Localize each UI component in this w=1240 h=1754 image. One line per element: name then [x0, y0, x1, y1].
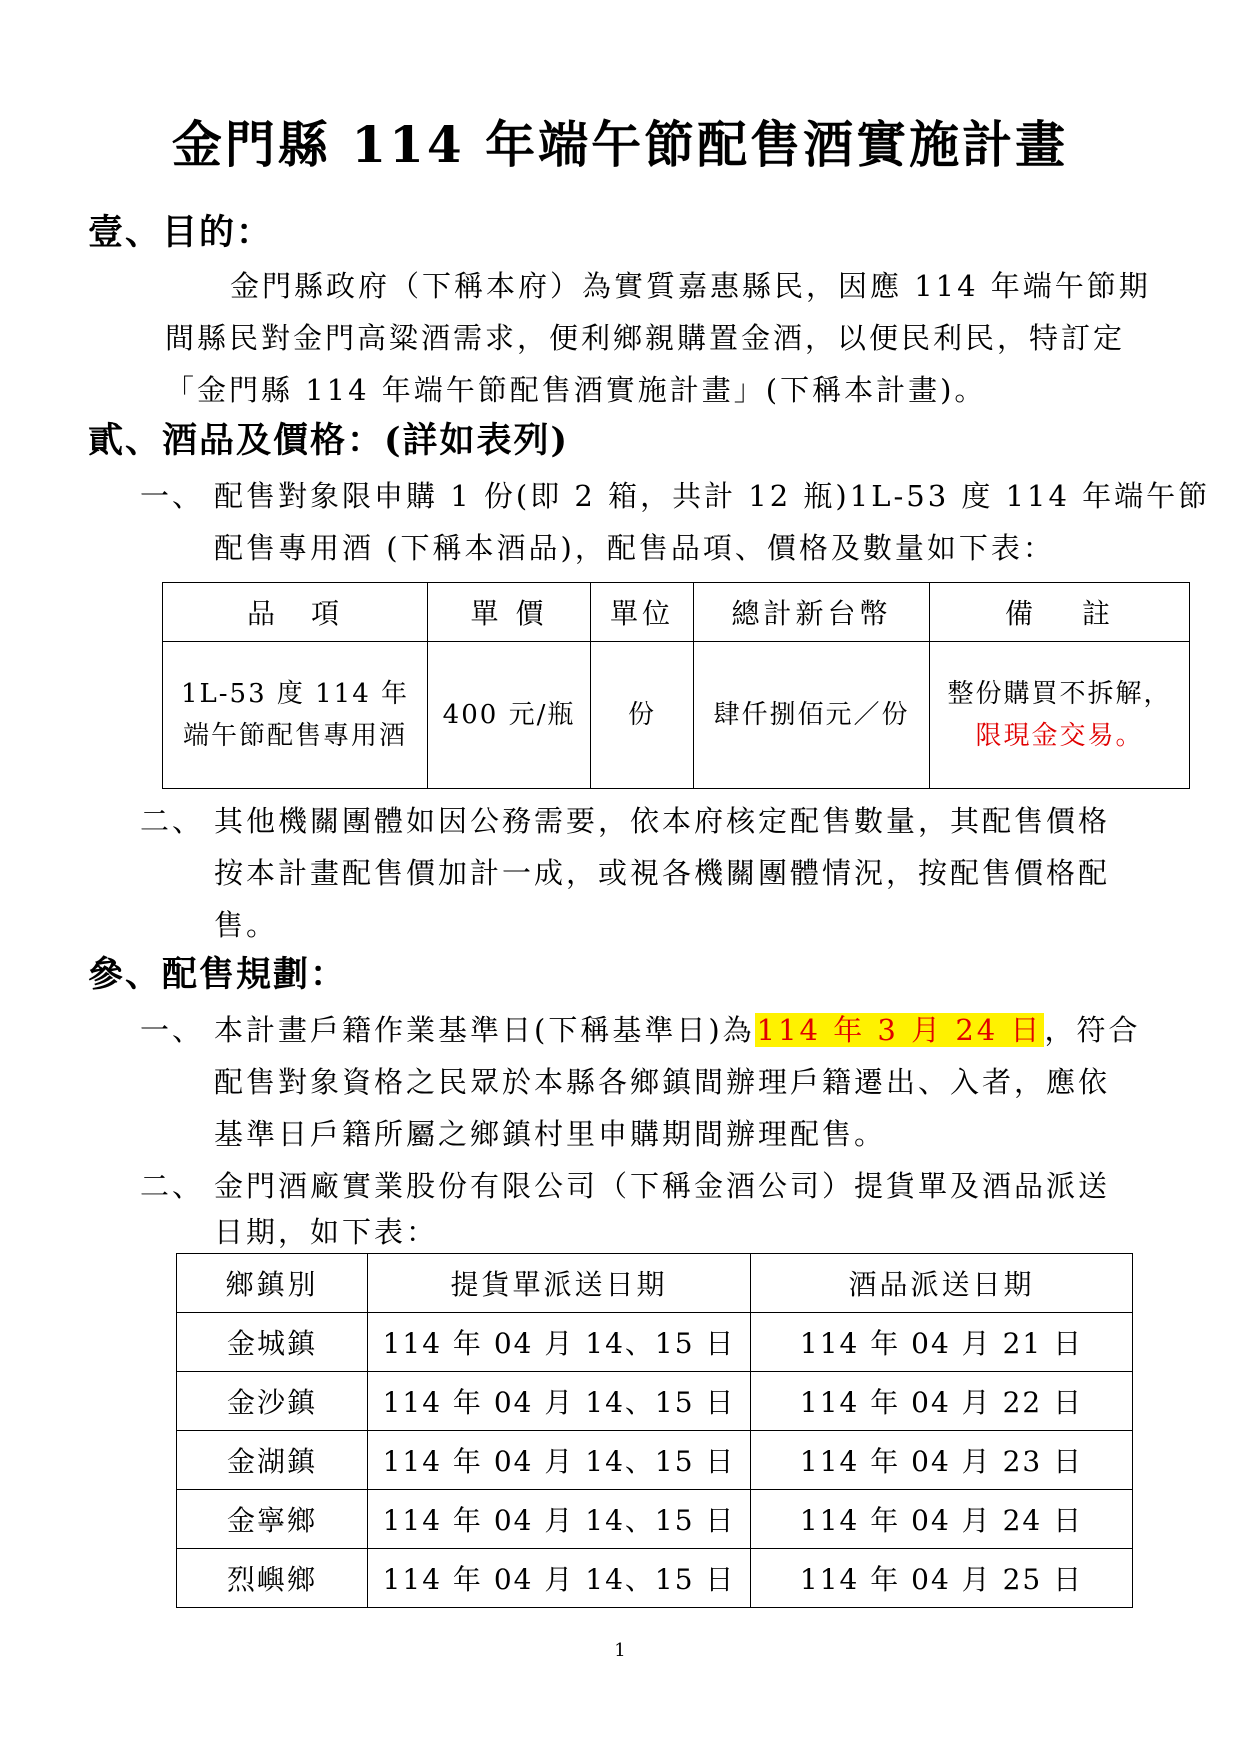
- section3-item1-number: 一、: [140, 1013, 205, 1047]
- delivery-table-row: [177, 1431, 1133, 1490]
- delivery-date-cell: 114 年 04 月 23 日: [751, 1431, 1133, 1490]
- section3-item1-line-1: [214, 1004, 1140, 1056]
- delivery-table-row: [177, 1549, 1133, 1608]
- page-number: 1: [614, 1640, 626, 1661]
- section2-item2-number: 二、: [140, 804, 205, 838]
- price-table-note-cell: [930, 642, 1190, 789]
- price-table-item-cell: [163, 642, 428, 789]
- section1-line-1: 金門縣政府（下稱本府）為實質嘉惠縣民，因應 114 年端午節期: [230, 269, 1151, 303]
- section3-item2-number: 二、: [140, 1169, 205, 1203]
- price-table-item-line-1: 1L-53 度 114 年: [180, 679, 410, 709]
- section2-item1-number: 一、: [140, 479, 205, 513]
- price-table-note-line-2: 限現金交易。: [975, 721, 1144, 751]
- voucher-date-cell: 114 年 04 月 14、15 日: [368, 1549, 751, 1608]
- township-cell: 烈嶼鄉: [177, 1549, 368, 1608]
- delivery-table-row: [177, 1490, 1133, 1549]
- price-table: [162, 582, 1190, 789]
- voucher-date-cell: 114 年 04 月 14、15 日: [368, 1490, 751, 1549]
- section2-item2-line-1: 其他機關團體如因公務需要，依本府核定配售數量，其配售價格: [214, 804, 1111, 838]
- delivery-table-row: [177, 1313, 1133, 1372]
- price-table-header-item: 品 項: [163, 583, 428, 642]
- section1-line-3: 「金門縣 114 年端午節配售酒實施計畫」(下稱本計畫)。: [165, 373, 987, 407]
- section3-heading: 參、配售規劃：: [88, 954, 348, 995]
- section3-item1-line-1-pre: 本計畫戶籍作業基準日(下稱基準日)為: [214, 1013, 755, 1047]
- township-cell: 金沙鎮: [177, 1372, 368, 1431]
- section3-item1-line-1-post: ，符合: [1044, 1013, 1141, 1047]
- section2-item1-line-2: 配售專用酒 (下稱本酒品)，配售品項、價格及數量如下表：: [214, 531, 1055, 565]
- price-table-item-line-2: 端午節配售專用酒: [182, 721, 407, 751]
- delivery-date-cell: 114 年 04 月 24 日: [751, 1490, 1133, 1549]
- section3-item2-line-1: 金門酒廠實業股份有限公司（下稱金酒公司）提貨單及酒品派送: [214, 1169, 1111, 1203]
- price-table-total-cell: 肆仟捌佰元／份: [694, 642, 930, 789]
- price-table-note-line-1: 整份購買不拆解，: [947, 679, 1172, 709]
- section1-heading: 壹、目的：: [88, 212, 274, 253]
- delivery-date-cell: 114 年 04 月 25 日: [751, 1549, 1133, 1608]
- price-table-header-price: 單 價: [428, 583, 591, 642]
- delivery-table-header-delivery-date: 酒品派送日期: [751, 1254, 1133, 1313]
- section2-item2-line-2: 按本計畫配售價加計一成，或視各機關團體情況，按配售價格配: [214, 856, 1111, 890]
- price-table-row: [163, 642, 1190, 789]
- delivery-table-header-township: 鄉鎮別: [177, 1254, 368, 1313]
- delivery-table-row: [177, 1372, 1133, 1431]
- base-date-highlight: 114 年 3 月 24 日: [756, 1013, 1043, 1047]
- document-title: 金門縣 114 年端午節配售酒實施計畫: [171, 115, 1069, 174]
- voucher-date-cell: 114 年 04 月 14、15 日: [368, 1313, 751, 1372]
- delivery-schedule-table: [176, 1253, 1133, 1608]
- section3-item1-line-2: 配售對象資格之民眾於本縣各鄉鎮間辦理戶籍遷出、入者，應依: [214, 1065, 1111, 1099]
- price-table-price-cell: 400 元/瓶: [428, 642, 591, 789]
- delivery-date-cell: 114 年 04 月 22 日: [751, 1372, 1133, 1431]
- delivery-table-header-voucher-date: 提貨單派送日期: [368, 1254, 751, 1313]
- township-cell: 金湖鎮: [177, 1431, 368, 1490]
- section3-item1-line-3: 基準日戶籍所屬之鄉鎮村里申購期間辦理配售。: [214, 1117, 887, 1151]
- delivery-date-cell: 114 年 04 月 21 日: [751, 1313, 1133, 1372]
- section1-line-2: 間縣民對金門高粱酒需求，便利鄉親購置金酒，以便民利民，特訂定: [165, 321, 1126, 355]
- township-cell: 金寧鄉: [177, 1490, 368, 1549]
- price-table-header-note: 備 註: [930, 583, 1190, 642]
- price-table-header-total: 總計新台幣: [694, 583, 930, 642]
- price-table-header-row: [163, 583, 1190, 642]
- section2-heading: 貳、酒品及價格：(詳如表列): [88, 420, 570, 461]
- section2-item2-line-3: 售。: [214, 908, 279, 942]
- voucher-date-cell: 114 年 04 月 14、15 日: [368, 1431, 751, 1490]
- section3-item2-line-2: 日期，如下表：: [214, 1215, 439, 1249]
- price-table-header-unit: 單位: [591, 583, 694, 642]
- township-cell: 金城鎮: [177, 1313, 368, 1372]
- delivery-table-header-row: [177, 1254, 1133, 1313]
- section2-item1-line-1: 配售對象限申購 1 份(即 2 箱，共計 12 瓶)1L-53 度 114 年端午節: [214, 479, 1211, 513]
- voucher-date-cell: 114 年 04 月 14、15 日: [368, 1372, 751, 1431]
- price-table-unit-cell: 份: [591, 642, 694, 789]
